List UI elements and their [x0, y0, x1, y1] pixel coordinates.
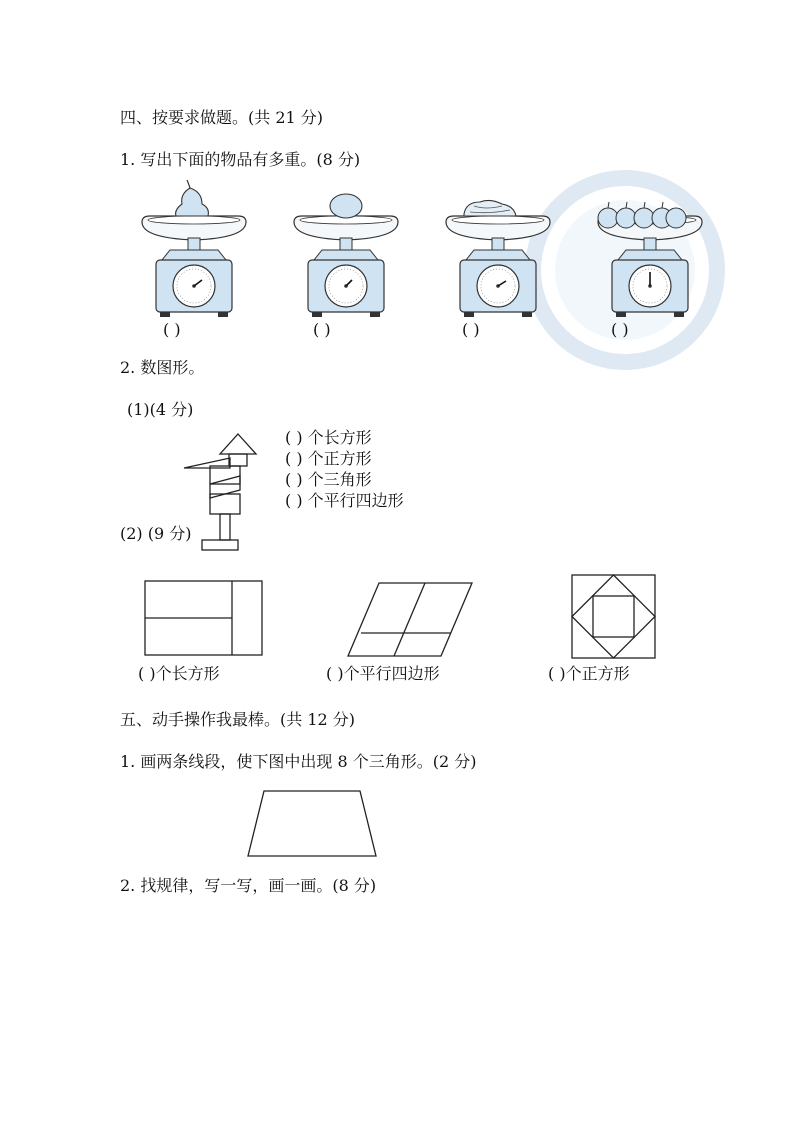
- section-5-title: 五、动手操作我最棒。(共 12 分): [120, 710, 356, 729]
- answer-blank-pear[interactable]: ( ): [163, 320, 181, 339]
- rectangles-figure: [144, 580, 264, 658]
- section-4-title: 四、按要求做题。(共 21 分): [120, 108, 324, 127]
- answer-blank-cabbage[interactable]: ( ): [462, 320, 480, 339]
- answer-blank-apples[interactable]: ( ): [611, 320, 629, 339]
- answer-blank-egg[interactable]: ( ): [313, 320, 331, 339]
- count-line-squares[interactable]: ( ) 个正方形: [285, 449, 372, 468]
- question-1-text: 1. 写出下面的物品有多重。(8 分): [120, 150, 361, 169]
- caption-rectangles[interactable]: ( )个长方形: [138, 664, 220, 683]
- caption-squares[interactable]: ( )个正方形: [548, 664, 630, 683]
- trapezoid-figure: [246, 790, 378, 858]
- section-5-question-2: 2. 找规律，写一写，画一画。(8 分): [120, 876, 377, 895]
- part-2-label: (2) (9 分): [120, 524, 192, 543]
- caption-parallelograms[interactable]: ( )个平行四边形: [326, 664, 440, 683]
- part-1-label: (1)(4 分): [127, 400, 194, 419]
- squares-figure: [571, 574, 657, 660]
- count-line-rectangles[interactable]: ( ) 个长方形: [285, 428, 372, 447]
- question-2-text: 2. 数图形。: [120, 358, 205, 377]
- section-5-question-1: 1. 画两条线段，使下图中出现 8 个三角形。(2 分): [120, 752, 477, 771]
- count-line-triangles[interactable]: ( ) 个三角形: [285, 470, 372, 489]
- count-line-parallelograms[interactable]: ( ) 个平行四边形: [285, 491, 404, 510]
- parallelograms-figure: [347, 582, 473, 658]
- composite-shape-figure: [180, 432, 270, 554]
- scales-illustration: [130, 180, 700, 320]
